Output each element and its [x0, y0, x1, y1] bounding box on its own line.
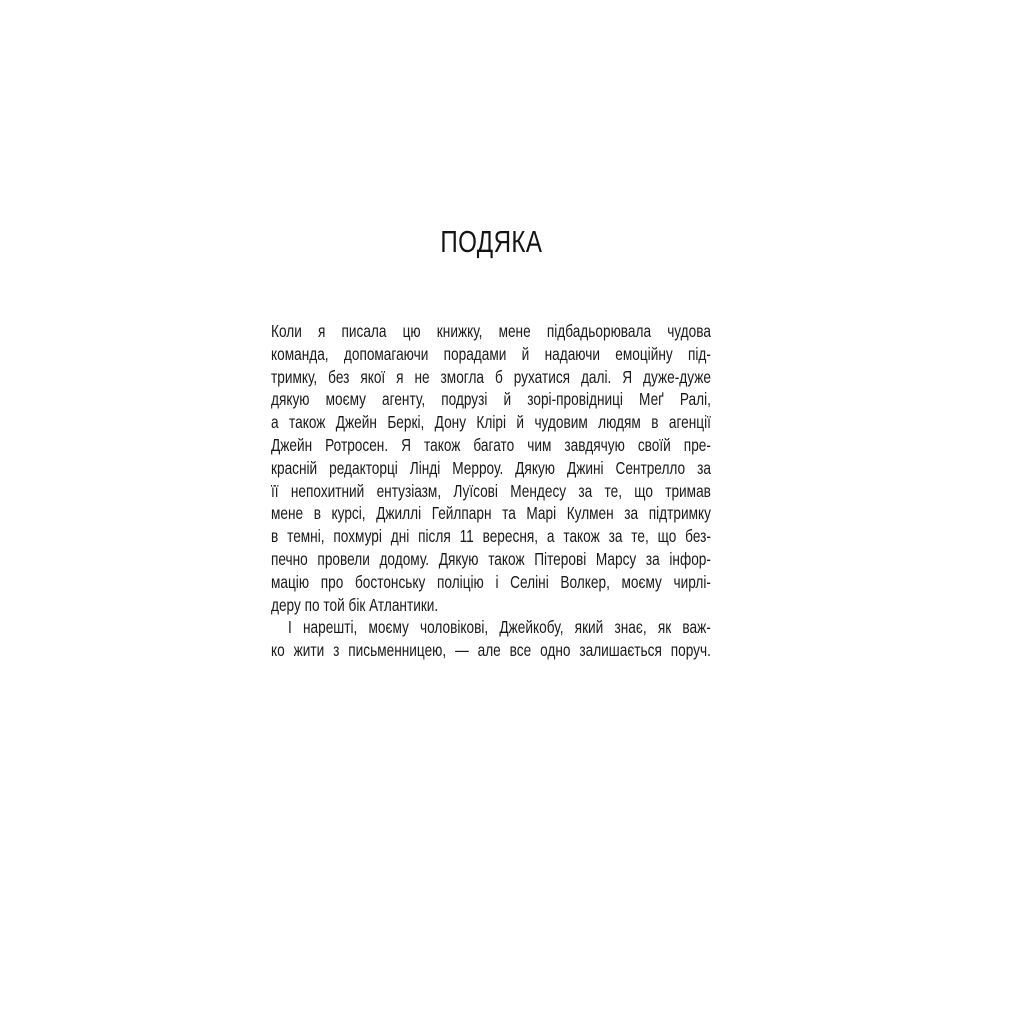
text-line: Джейн Ротросен. Я також багато чим завдячую своїй пре-: [271, 434, 711, 455]
text-line: печно провели додому. Дякую також Пітерові Марсу за інфор-: [271, 548, 711, 569]
text-line: в темні, похмурі дні після 11 вересня, а також за те, що без-: [271, 526, 711, 547]
text-line: дякую моєму агенту, подрузі й зорі-провідниці Меґ Ралі,: [271, 389, 711, 410]
text-line: команда, допомагаючи порадами й надаючи емоційну під-: [271, 343, 711, 364]
acknowledgements-text: [271, 320, 711, 662]
text-line: тримку, без якої я не змогла б рухатися далі. Я дуже-дуже: [271, 366, 711, 387]
text-line: деру по той бік Атлантики.: [271, 594, 439, 615]
text-line: красній редакторці Лінді Мерроу. Дякую Джині Сентрелло за: [271, 457, 711, 478]
text-line: а також Джейн Беркі, Дону Клірі й чудовим людям в агенції: [271, 412, 711, 433]
text-line: її непохитний ентузіазм, Луїсові Мендесу за те, що тримав: [271, 480, 711, 501]
text-line: ко жити з письменницею, — але все одно залишається поруч.: [271, 640, 711, 661]
paragraph-1: [271, 320, 711, 616]
text-line: І нарешті, моєму чоловікові, Джейкобу, який знає, як важ-: [288, 617, 711, 638]
paragraph-2: [271, 616, 711, 662]
text-line: мене в курсі, Джиллі Гейлпарн та Марі Кулмен за підтримку: [271, 503, 711, 524]
page-title: ПОДЯКА: [440, 224, 543, 259]
text-line: Коли я писала цю книжку, мене підбадьорювала чудова: [271, 321, 711, 341]
text-line: мацію про бостонську поліцію і Селіні Волкер, моєму чирлі-: [271, 571, 711, 592]
